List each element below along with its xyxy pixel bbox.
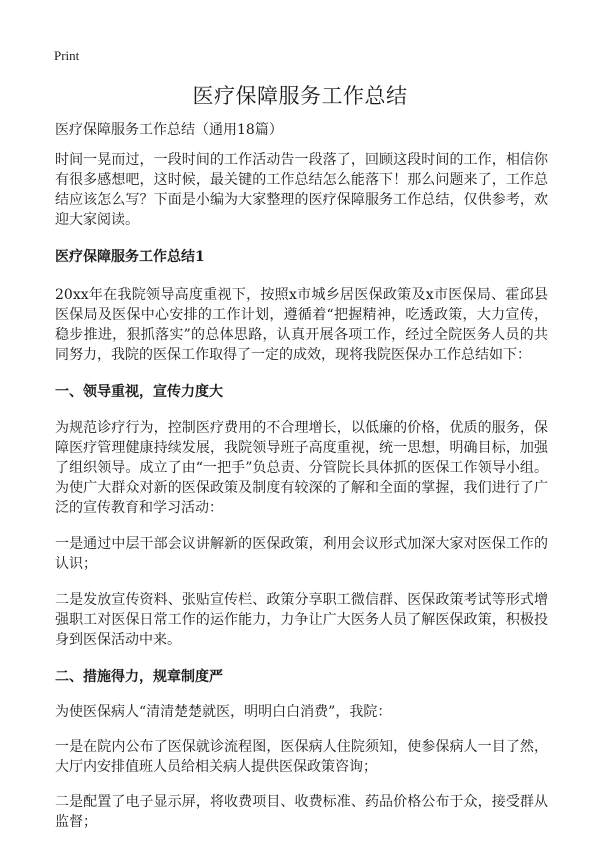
print-link[interactable]: Print xyxy=(54,48,80,63)
page-title: 医疗保障服务工作总结 xyxy=(192,84,408,108)
intro-paragraph: 时间一晃而过，一段时间的工作活动告一段落了，回顾这段时间的工作，相信你有很多感想吧，这时候，最关键的工作总结怎么能落下！那么问题来了，工作总结应该怎么写？下面是小编为大家整理的医疗保障服务工作总结，仅供参考，欢迎大家阅读。 xyxy=(55,152,548,228)
document-body xyxy=(55,120,548,847)
section1-paragraph: 20xx年在我院领导高度重视下，按照x市城乡居医保政策及x市医保局、霍邱县医保局及医保中心安排的工作计划，遵循着“把握精神，吃透政策，大力宣传，稳步推进，狠抓落实”的总体思路，认真开展各项工作，经过全院医务人员的共同努力，我院的医保工作取得了一定的成效，现将我院医保办工作总结如下： xyxy=(55,287,548,363)
part2-paragraph-3: 二是配置了电子显示屏，将收费项目、收费标准、药品价格公布于众，接受群从监督； xyxy=(55,794,548,830)
part-heading-2: 二、措施得力，规章制度严 xyxy=(55,669,223,685)
document-subtitle: 医疗保障服务工作总结（通用18篇） xyxy=(55,122,283,138)
part2-paragraph-1: 为使医保病人“清清楚楚就医，明明白白消费”，我院： xyxy=(55,704,392,720)
section-heading-1: 医疗保障服务工作总结1 xyxy=(55,249,205,265)
part1-paragraph-3: 二是发放宣传资料、张贴宣传栏、政策分享职工微信群、医保政策考试等形式增强职工对医保日常工作的运作能力，力争让广大医务人员了解医保政策，积极投身到医保活动中来。 xyxy=(55,592,548,648)
part1-paragraph-2: 一是通过中层干部会议讲解新的医保政策，利用会议形式加深大家对医保工作的认识； xyxy=(55,536,548,572)
part1-paragraph-1: 为规范诊疗行为，控制医疗费用的不合理增长，以低廉的价格，优质的服务，保障医疗管理健康持续发展，我院领导班子高度重视，统一思想，明确目标，加强了组织领导。成立了由“一把手”负总责、分管院长具体抓的医保工作领导小组。为使广大群众对新的医保政策及制度有较深的了解和全面的掌握，我们进行了广泛的宣传教育和学习活动： xyxy=(55,420,548,516)
part-heading-1: 一、领导重视，宣传力度大 xyxy=(55,384,223,400)
part2-paragraph-2: 一是在院内公布了医保就诊流程图，医保病人住院须知，使参保病人一目了然，大厅内安排值班人员给相关病人提供医保政策咨询； xyxy=(55,739,548,775)
